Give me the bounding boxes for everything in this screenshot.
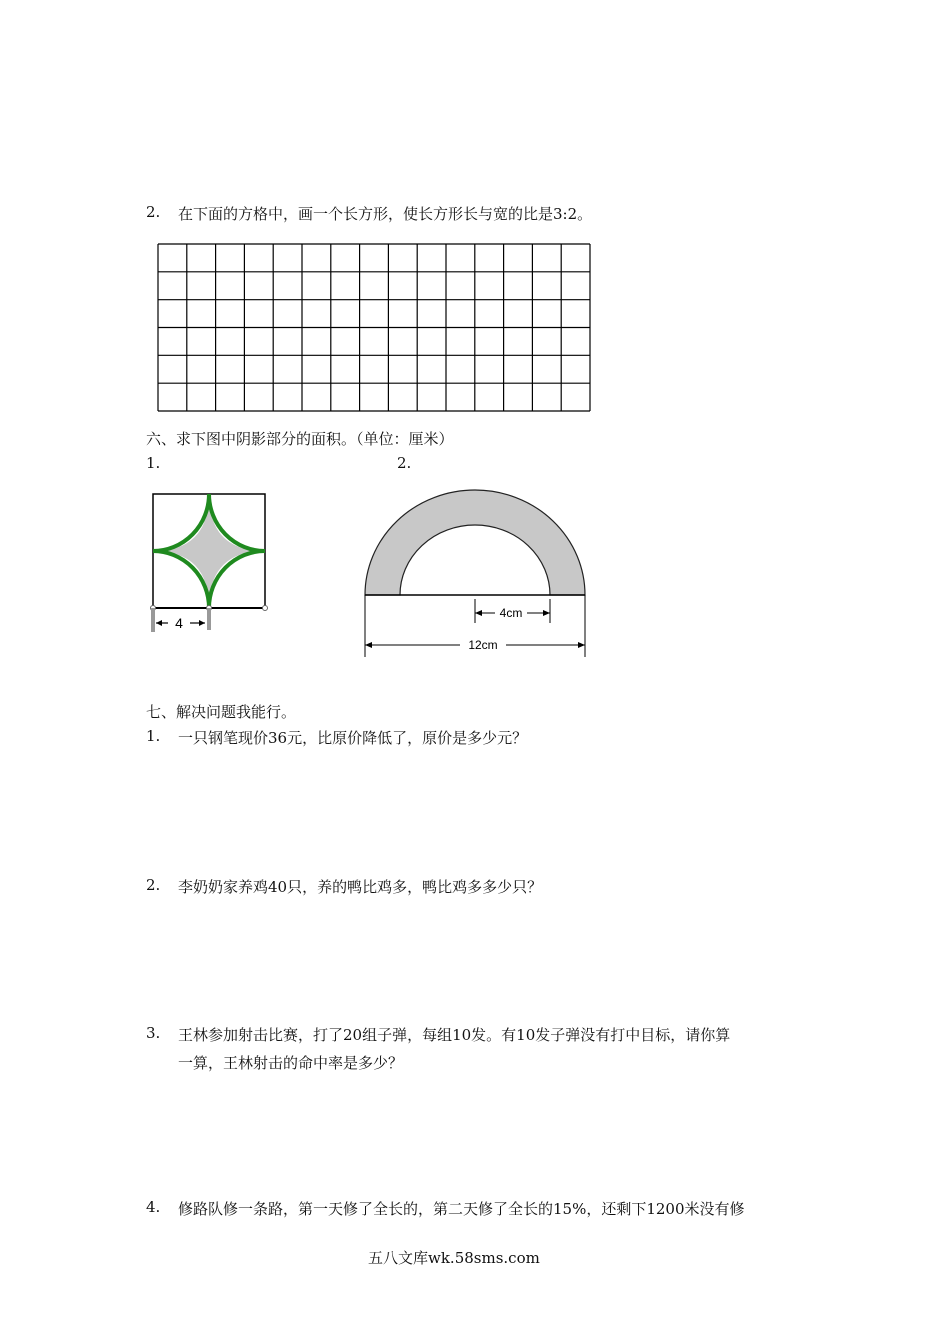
problem-3-number: 3. — [146, 1024, 161, 1042]
problem-3-text-line2: 一算，王林射击的命中率是多少？ — [178, 1054, 404, 1072]
fig2-outer-label: 12cm — [468, 638, 498, 652]
problem-2-text: 李奶奶家养鸡40只，养的鸭比鸡多，鸭比鸡多多少只？ — [178, 878, 543, 896]
problem-4-text: 修路队修一条路，第一天修了全长的，第二天修了全长的15%，还剩下1200米没有修 — [178, 1200, 745, 1218]
fig1-number: 1. — [146, 454, 161, 472]
section7-title: 七、解决问题我能行。 — [146, 703, 297, 721]
figure-1-star-shape — [146, 490, 276, 635]
drawing-grid[interactable] — [157, 243, 591, 412]
fig2-number: 2. — [397, 454, 412, 472]
footer-watermark: 五八文库wk.58sms.com — [368, 1249, 540, 1267]
task2-text: 在下面的方格中，画一个长方形，使长方形长与宽的比是3:2。 — [178, 205, 593, 223]
fig2-inner-label: 4cm — [499, 606, 523, 620]
problem-4-number: 4. — [146, 1198, 161, 1216]
problem-1-number: 1. — [146, 727, 161, 745]
figure-2-semicircle-ring — [356, 485, 596, 660]
fig1-dimension-label: 4 — [175, 615, 183, 631]
task2-number: 2. — [146, 203, 161, 221]
problem-1-text: 一只钢笔现价36元，比原价降低了，原价是多少元？ — [178, 729, 528, 747]
shaded-ring — [365, 490, 585, 595]
section6-title: 六、求下图中阴影部分的面积。（单位：厘米） — [146, 430, 454, 448]
problem-2-number: 2. — [146, 876, 161, 894]
problem-3-text: 王林参加射击比赛，打了20组子弹，每组10发。有10发子弹没有打中目标，请你算 — [178, 1026, 731, 1044]
